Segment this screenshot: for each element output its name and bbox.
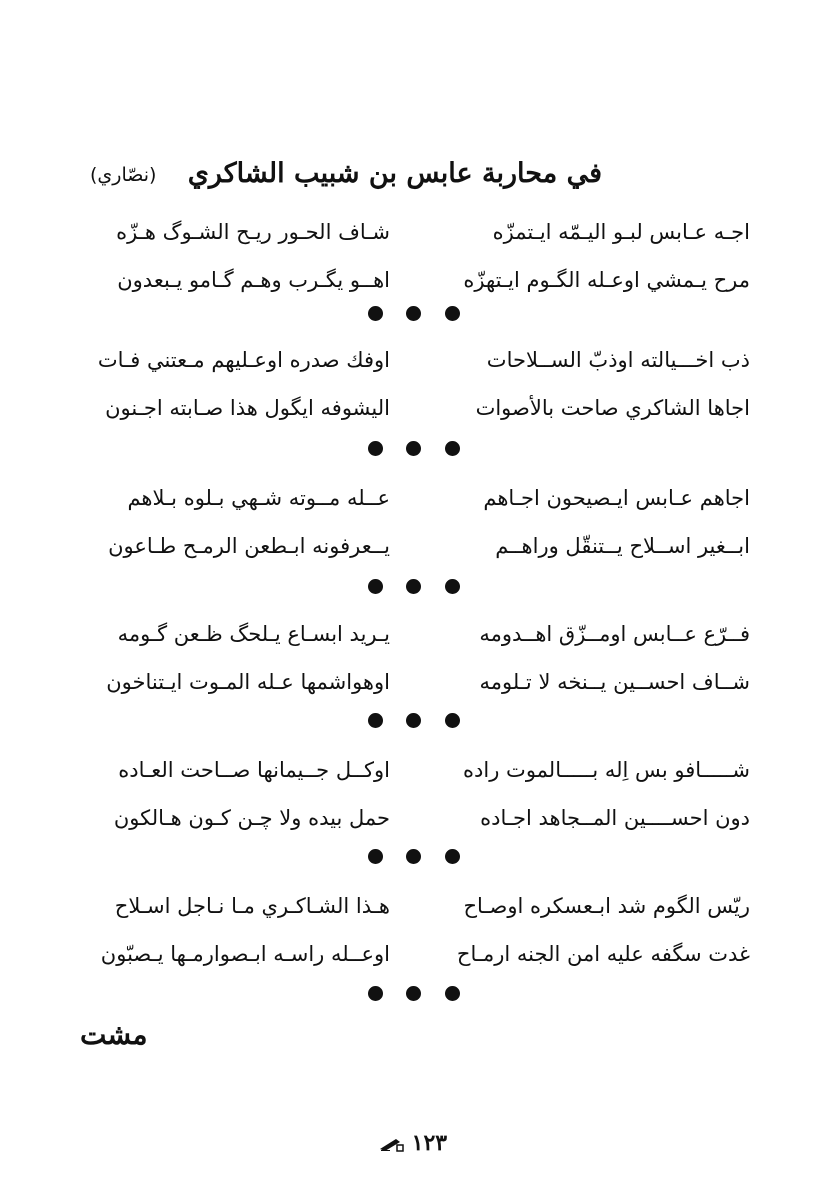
verse-second-hemistich: هـذا الشـاكـري مـا نـاجل اسـلاح xyxy=(114,894,390,918)
verse-first-hemistich: شــاف احســين يــنخه لا تـلومه xyxy=(479,670,750,694)
dot-icon xyxy=(406,306,421,321)
verse-first-hemistich: اجـه عـابس لبـو اليـمّه ايـتمزّه xyxy=(492,220,750,244)
page-number xyxy=(378,1130,447,1156)
verse-first-hemistich: دون احســــين المــجاهد اجـاده xyxy=(480,806,750,830)
verse-line xyxy=(80,526,750,574)
pen-icon xyxy=(378,1136,404,1152)
stanza xyxy=(80,886,750,982)
verse-line xyxy=(80,614,750,662)
dot-separator xyxy=(368,713,468,729)
verse-second-hemistich: اهــو يگـرب وهـم گـامو يـبعدون xyxy=(117,268,390,292)
verse-first-hemistich: فــرّع عــابس اومــزّق اهــدومه xyxy=(479,622,750,646)
stanza xyxy=(80,340,750,436)
verse-first-hemistich: شـــــافو بس اِله بـــــالموت راده xyxy=(463,758,750,782)
poem-header xyxy=(80,158,750,204)
poem-title: في محاربة عابس بن شبيب الشاكري xyxy=(187,158,602,189)
dot-icon xyxy=(445,713,460,728)
verse-second-hemistich: يـريد ابسـاع يـلحگ ظـعن گـومه xyxy=(117,622,390,646)
verse-line xyxy=(80,934,750,982)
dot-icon xyxy=(368,441,383,456)
dot-icon xyxy=(406,579,421,594)
verse-first-hemistich: غدت سگفه عليه امن الجنه ارمـاح xyxy=(456,942,750,966)
verse-second-hemistich: حمل بيده ولا چـن كـون هـالكون xyxy=(113,806,390,830)
dot-icon xyxy=(368,579,383,594)
stanza xyxy=(80,614,750,710)
page-number-text: ١٢٣ xyxy=(411,1130,448,1156)
dot-separator xyxy=(368,441,468,457)
verse-first-hemistich: ريّس الگوم شد ابـعسكره اوصـاح xyxy=(463,894,750,918)
dot-separator xyxy=(368,579,468,595)
dot-icon xyxy=(445,986,460,1001)
poem-meter-tag: (نصّاري) xyxy=(90,164,157,186)
verse-line xyxy=(80,388,750,436)
verse-line xyxy=(80,260,750,308)
verse-line xyxy=(80,212,750,260)
verse-first-hemistich: اجاها الشاكري صاحت بالأصوات xyxy=(475,396,750,420)
dot-icon xyxy=(445,579,460,594)
end-signature: مشت xyxy=(80,1018,148,1051)
verse-line xyxy=(80,340,750,388)
verse-line xyxy=(80,750,750,798)
verse-line xyxy=(80,478,750,526)
verse-second-hemistich: اليشوفه ايگول هذا صـابته اجـنون xyxy=(105,396,390,420)
dot-icon xyxy=(368,306,383,321)
dot-icon xyxy=(406,849,421,864)
verse-second-hemistich: اوكــل جــيمانها صــاحت العـاده xyxy=(118,758,390,782)
dot-icon xyxy=(406,713,421,728)
verse-first-hemistich: مرح يـمشي اوعـله الگـوم ايـتهزّه xyxy=(463,268,750,292)
stanza xyxy=(80,750,750,846)
dot-icon xyxy=(368,713,383,728)
dot-icon xyxy=(445,849,460,864)
dot-separator xyxy=(368,306,468,322)
verse-second-hemistich: اوهواشمها عـله المـوت ايـتناخون xyxy=(106,670,390,694)
dot-icon xyxy=(445,306,460,321)
verse-second-hemistich: يــعرفونه ابـطعن الرمـح طـاعون xyxy=(108,534,390,558)
verse-line xyxy=(80,886,750,934)
verse-first-hemistich: ذب اخـــيالته اوذبّ الســلاحات xyxy=(486,348,750,372)
dot-icon xyxy=(368,986,383,1001)
dot-separator xyxy=(368,849,468,865)
verse-first-hemistich: ابــغير اســلاح يــتنقّل وراهــم xyxy=(495,534,750,558)
dot-icon xyxy=(406,986,421,1001)
verse-line xyxy=(80,798,750,846)
verse-line xyxy=(80,662,750,710)
stanza xyxy=(80,212,750,308)
dot-icon xyxy=(406,441,421,456)
verse-second-hemistich: اوفك صدره اوعـليهم مـعتني فـات xyxy=(97,348,390,372)
dot-icon xyxy=(445,441,460,456)
verse-second-hemistich: شـاف الحـور ريـح الشـوگ هـزّه xyxy=(116,220,390,244)
verse-first-hemistich: اجاهم عـابس ايـصيحون اجـاهم xyxy=(483,486,750,510)
dot-icon xyxy=(368,849,383,864)
dot-separator xyxy=(368,986,468,1002)
verse-second-hemistich: اوعــله راسـه ابـصوارمـها يـصبّون xyxy=(100,942,390,966)
verse-second-hemistich: عــله مــوته شـهي بـلوه بـلاهم xyxy=(127,486,390,510)
stanza xyxy=(80,478,750,574)
